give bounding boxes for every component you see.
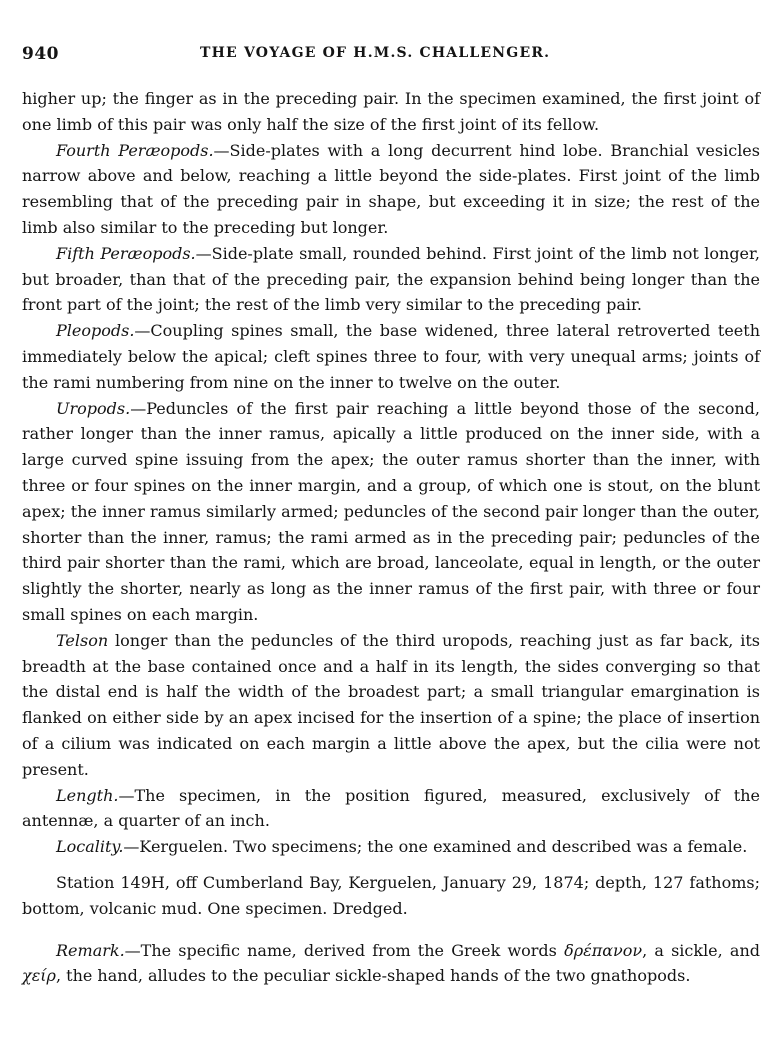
paragraph-lead: Telson (56, 630, 109, 650)
paragraph-text: —Kerguelen. Two specimens; the one examined and described was a female. (123, 837, 748, 857)
greek-word-hand: χείρ (22, 966, 56, 986)
running-head: THE VOYAGE OF H.M.S. CHALLENGER. (200, 45, 551, 61)
paragraph-length (22, 783, 760, 835)
paragraph-text: —Peduncles of the first pair reaching a little beyond those of the second, rather longer than the inner ramus, apically a little produced on the inner side, with a large curved spine issuing from the apex; the outer ramus shorter than the inner, with three or four spines on the inner margin, and a group, of which one is stout, on the blunt apex; the inner ramus similarly armed; peduncles of the second pair longer than the outer, shorter than the inner, ramus; the rami armed as in the preceding pair; peduncles of the third pair shorter than the rami, which are broad, lanceolate, equal in length, or the outer slightly the shorter, nearly as long as the inner ramus of the first pair, with three or four small spines on each margin. (22, 398, 760, 624)
paragraph-text: —The specimen, in the position figured, measured, exclusively of the antennæ, a quarter of an inch. (22, 785, 760, 831)
greek-word-sickle: δρέπανον (564, 940, 643, 960)
paragraph-text: longer than the peduncles of the third uropods, reaching just as far back, its breadth at the base contained once and a half in its length, the sides converging so that the distal end is half the width of the broadest part; a small triangular emargination is flanked on either side by an apex incised for the insertion of a spine; the place of insertion of a cilium was indicated on each margin a little above the apex, but the cilia were not present. (22, 630, 760, 779)
paragraph-text: —Coupling spines small, the base widened, three lateral retroverted teeth immediately below the apical; cleft spines three to four, with very unequal arms; joints of the rami numbering from nine on the inner to twelve on the outer. (22, 321, 760, 392)
paragraph-lead: Locality. (56, 837, 124, 857)
paragraph-continuation (22, 86, 760, 138)
paragraph-text: —Side-plates with a long decurrent hind lobe. Branchial vesicles narrow above and below, reaching a little beyond the side-plates. First joint of the limb resembling that of the preceding pair in shape, but exceeding it in size; the rest of the limb also similar to the preceding but longer. (22, 140, 760, 237)
paragraph-text: —Side-plate small, rounded behind. First joint of the limb not longer, but broader, than that of the preceding pair, the expansion behind being longer than the front part of the joint; the rest of the limb very similar to the preceding pair. (22, 243, 761, 315)
page-number: 940 (22, 44, 59, 64)
page (22, 44, 760, 989)
paragraph-pleopods (22, 318, 760, 395)
paragraph-telson (22, 628, 760, 783)
paragraph-text: Station 149H, off Cumberland Bay, Kerguelen, January 29, 1874; depth, 127 fathoms; bottom, volcanic mud. One specimen. Dredged. (22, 872, 760, 918)
paragraph-lead: Fourth Peræopods. (56, 140, 214, 160)
paragraph-text: , the hand, alludes to the peculiar sickle-shaped hands of the two gnathopods. (55, 966, 691, 986)
paragraph-locality (22, 834, 760, 860)
paragraph-lead: Pleopods. (56, 321, 135, 341)
article-body (22, 86, 760, 989)
paragraph-lead: Remark. (56, 940, 125, 960)
paragraph-lead: Uropods. (56, 398, 131, 418)
paragraph-uropods (22, 396, 760, 628)
paragraph-text: —The specific name, derived from the Greek words (124, 940, 565, 960)
paragraph-lead: Fifth Peræopods. (56, 243, 196, 263)
paragraph-text: higher up; the finger as in the preceding pair. In the specimen examined, the first joint of one limb of this pair was only half the size of the first joint of its fellow. (22, 89, 760, 134)
paragraph-remark (22, 938, 760, 990)
paragraph-lead: Length. (56, 785, 119, 805)
paragraph-text: , a sickle, and (642, 940, 761, 960)
paragraph-fourth-peraeopods (22, 138, 760, 241)
paragraph-fifth-peraeopods (22, 241, 760, 318)
page-header (22, 44, 760, 74)
paragraph-station (22, 870, 760, 922)
